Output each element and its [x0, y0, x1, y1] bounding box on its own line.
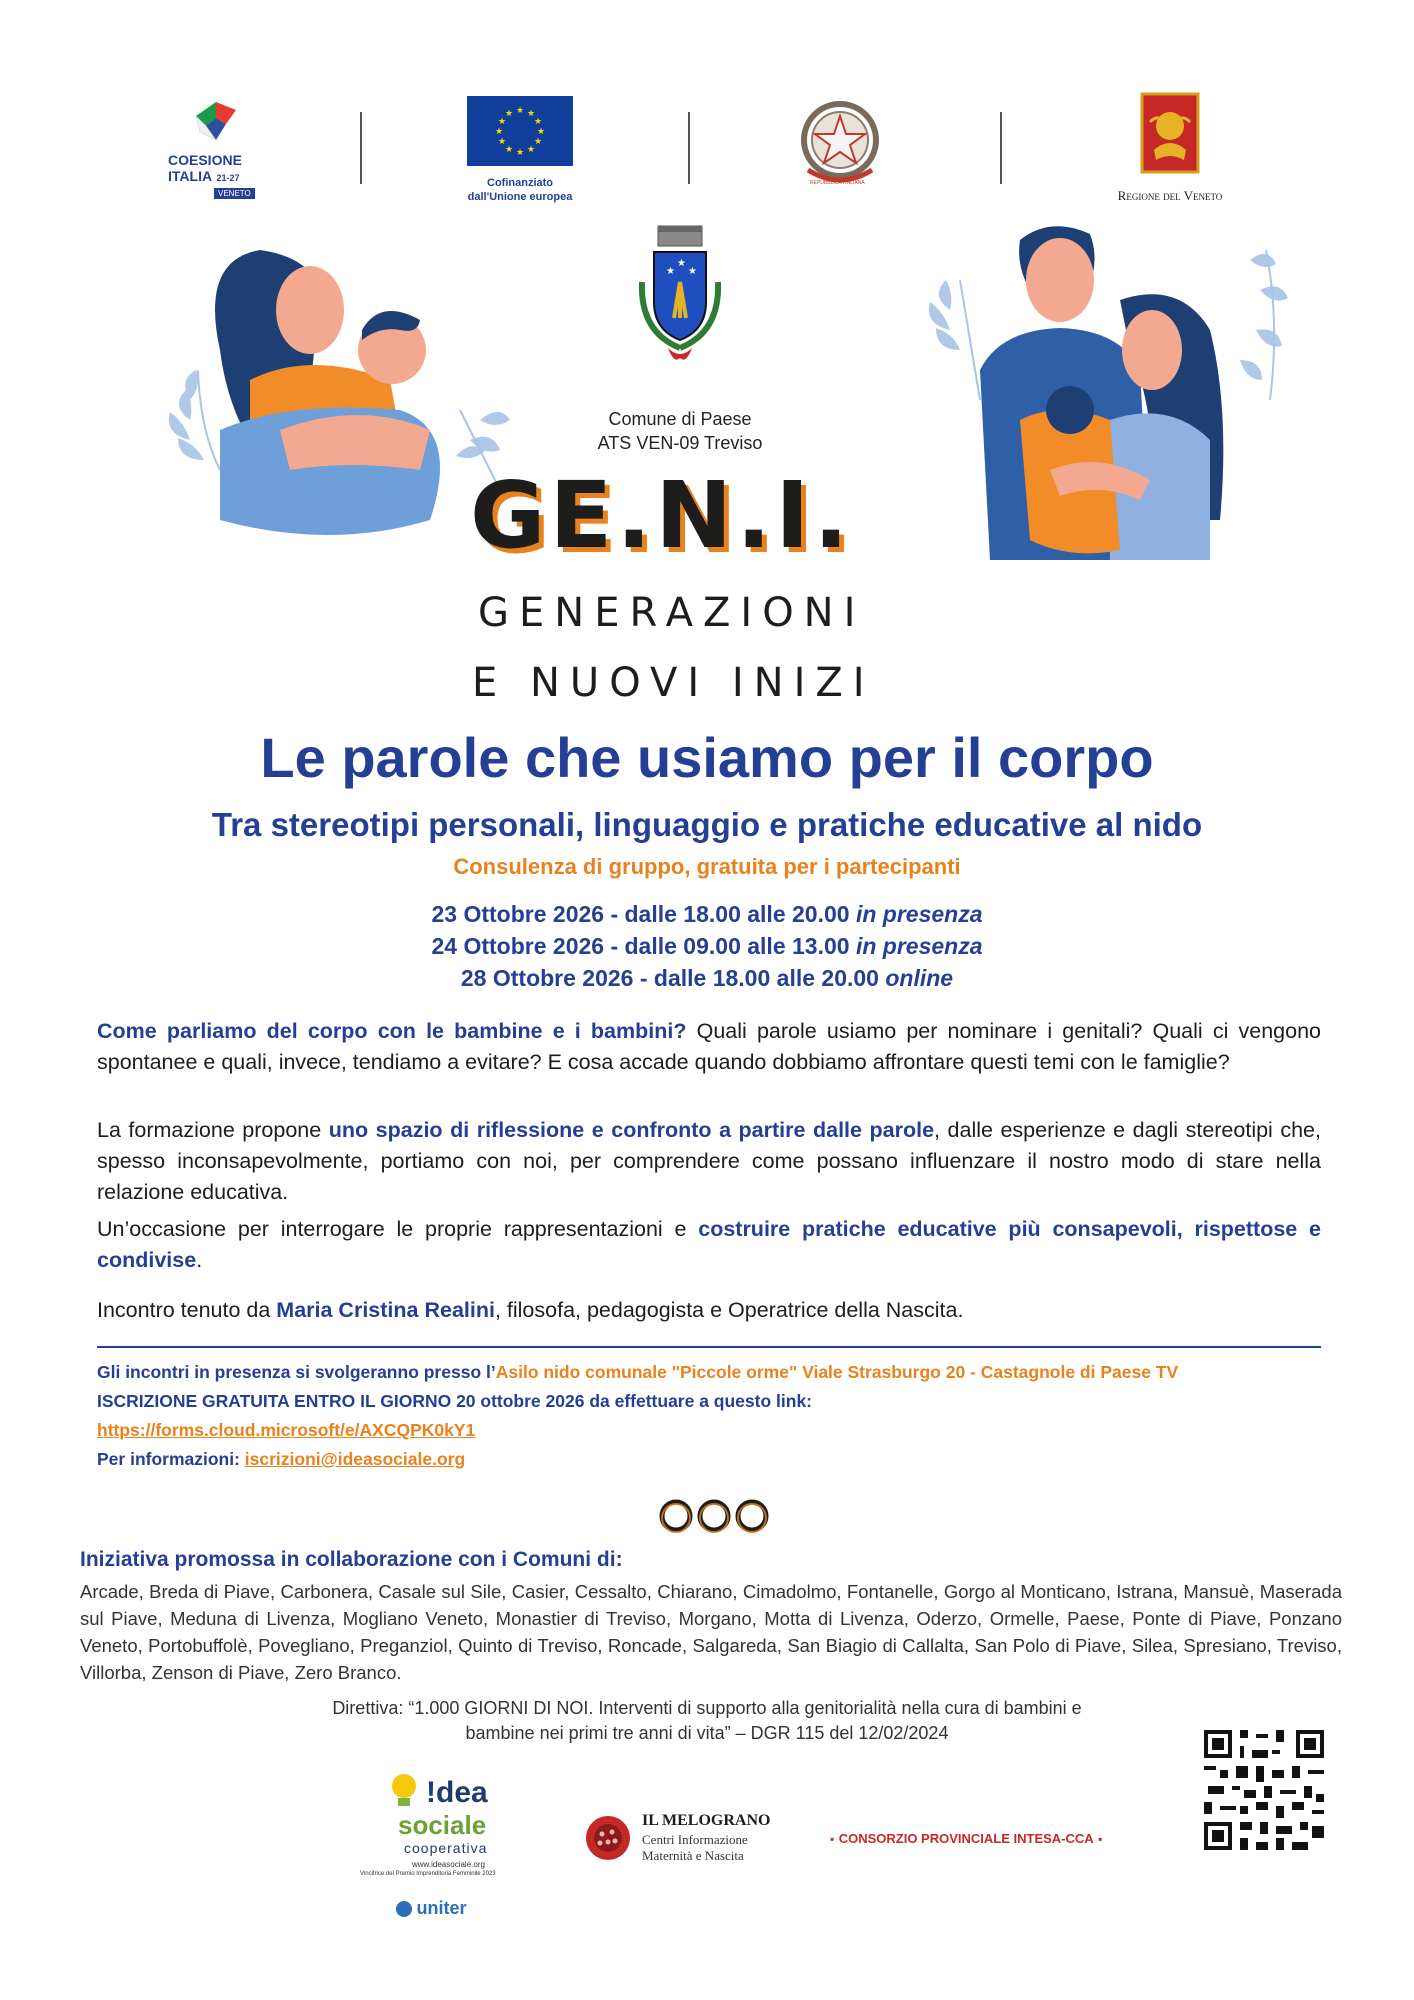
coesione-logo-icon [186, 96, 246, 148]
municipalities-list: Arcade, Breda di Piave, Carbonera, Casale sul Sile, Casier, Cessalto, Chiarano, Cimadolmo, Fontanelle, Gorgo al Monticano, Istrana, Mansuè, Maserada sul Piave, Meduna di Livenza, Mogliano Veneto, Monastier di Treviso, Morgano, Motta di Livenza, Oderzo, Ormelle, Paese, Ponte di Piave, Ponzano Veneto, Portobuffolè, Povegliano, Preganziol, Quinto di Treviso, Roncade, Salgareda, San Biagio di Callalta, San Polo di Piave, Silea, Spresiano, Treviso, Villorba, Zenson di Piave, Zero Branco. [80, 1581, 1342, 1683]
logo-divider [688, 112, 690, 184]
coesione-line2: ITALIA [168, 168, 213, 184]
svg-text:★: ★ [533, 117, 543, 127]
coesione-region: VENETO [214, 188, 255, 199]
logo-consorzio [830, 1830, 1102, 1848]
idea-award: Vincitrice del Premio Imprenditoria Femminile 2023 [360, 1871, 496, 1877]
logo-divider [360, 112, 362, 184]
section-divider [97, 1346, 1321, 1348]
svg-text:★: ★ [515, 106, 525, 116]
eu-flag-icon [467, 96, 573, 166]
svg-text:★: ★ [504, 109, 514, 119]
logo-divider [1000, 112, 1002, 184]
date-item: 23 Ottobre 2026 - dalle 18.00 alle 20.00 in presenza [431, 901, 983, 927]
idea-line2: sociale [398, 1810, 487, 1840]
svg-text:★: ★ [497, 117, 507, 127]
comune-ats: ATS VEN-09 Treviso [597, 433, 763, 453]
directive-line2: bambine nei primi tre anni di vita” – DGR 115 del 12/02/2024 [465, 1723, 949, 1743]
melograno-sub2: Maternità e Nascita [642, 1848, 744, 1863]
date-item: 28 Ottobre 2026 - dalle 18.00 alle 20.00 online [460, 965, 954, 991]
svg-text:★: ★ [494, 127, 504, 137]
consorzio-name: CONSORZIO PROVINCIALE INTESA-CCA [838, 1831, 1094, 1846]
logo-idea-sociale [350, 1770, 550, 1970]
circles-ornament-icon [656, 1496, 776, 1536]
coesione-years: 21-27 [216, 173, 240, 183]
project-line2: E NUOVI INIZI [472, 660, 875, 706]
dates-list [0, 898, 1414, 994]
logo-coesione [168, 96, 258, 206]
registration-info: ISCRIZIONE GRATUITA ENTRO IL GIORNO 20 ottobre 2026 da effettuare a questo link: [97, 1391, 813, 1411]
uniter-logo: uniter [396, 1898, 466, 1919]
svg-text:★: ★ [526, 145, 536, 155]
lightbulb-icon [386, 1770, 422, 1810]
body-paragraph-1: Come parliamo del corpo con le bambine e i bambini? Quali parole usiamo per nominare i genitali? Quali ci vengono spontanee e quali, invece, tendiamo a evitare? E cosa accade quando dobbiamo affrontare questi temi con le famiglie? [97, 1019, 1321, 1074]
comune-name: Comune di Paese [608, 409, 752, 429]
contact-email-link[interactable]: iscrizioni@ideasociale.org [244, 1449, 466, 1469]
collab-heading: Iniziativa promossa in collaborazione con i Comuni di: [80, 1548, 623, 1571]
logo-regione-veneto [1100, 92, 1240, 207]
logo-il-melograno [582, 1810, 812, 1870]
paese-coat-of-arms-icon [630, 222, 730, 392]
square-bullet-icon: ▪ [830, 1832, 835, 1846]
svg-text:★: ★ [688, 266, 697, 277]
logo-eu [450, 96, 590, 206]
repubblica-emblem-icon [790, 92, 890, 192]
directive-line1: Direttiva: “1.000 GIORNI DI NOI. Interventi di supporto alla genitorialità nella cura di bambini e [332, 1698, 1082, 1718]
svg-text:★: ★ [533, 137, 543, 147]
svg-text:★: ★ [666, 266, 675, 277]
idea-line1: !dea [426, 1776, 488, 1809]
eu-caption-line2: dall'Unione europea [467, 191, 573, 203]
pomegranate-icon [582, 1810, 634, 1862]
date-item: 24 Ottobre 2026 - dalle 09.00 alle 13.00 in presenza [431, 933, 983, 959]
svg-text:★: ★ [504, 145, 514, 155]
melograno-sub1: Centri Informazione [642, 1832, 748, 1847]
globe-icon [396, 1901, 412, 1917]
contact-info: Per informazioni: iscrizioni@ideasociale.org [97, 1449, 466, 1469]
venue-info: Gli incontri in presenza si svolgeranno presso l’Asilo nido comunale "Piccole orme" Viale Strasburgo 20 - Castagnole di Paese TV [97, 1362, 1179, 1382]
svg-text:★: ★ [526, 109, 536, 119]
svg-text:★: ★ [677, 258, 686, 269]
svg-text:★: ★ [497, 137, 507, 147]
page-title: Le parole che usiamo per il corpo [260, 726, 1154, 789]
body-paragraph-4: Incontro tenuto da Maria Cristina Realini, filosofa, pedagogista e Operatrice della Nascita. [97, 1298, 964, 1322]
body-paragraph-3: Un’occasione per interrogare le proprie rappresentazioni e costruire pratiche educative più consapevoli, rispettose e condivise. [97, 1217, 1321, 1272]
eu-caption-line1: Cofinanziato [487, 177, 553, 189]
melograno-name: IL MELOGRANO [642, 1812, 771, 1829]
square-bullet-icon: ▪ [1098, 1832, 1103, 1846]
idea-line3: cooperativa [404, 1840, 488, 1856]
venue-name: Asilo nido comunale "Piccole orme" Viale Strasburgo 20 - Castagnole di Paese TV [495, 1362, 1179, 1382]
project-line1: GENERAZIONI [478, 590, 866, 636]
logo-repubblica [790, 92, 890, 192]
page-subtitle: Tra stereotipi personali, linguaggio e pratiche educative al nido [211, 806, 1203, 843]
svg-text:★: ★ [536, 127, 546, 137]
repubblica-text: REPUBBLICA ITALIANA [810, 180, 865, 186]
veneto-lion-icon [1140, 92, 1200, 174]
project-acronym: GE.N.I. [470, 462, 853, 569]
registration-link[interactable]: https://forms.cloud.microsoft/e/AXCQPK0kY1 [97, 1420, 476, 1440]
idea-url: www.ideasociale.org [412, 1860, 485, 1869]
family-illustration [920, 220, 1320, 580]
body-paragraph-2: La formazione propone uno spazio di riflessione e confronto a partire dalle parole, dalle esperienze e dagli stereotipi che, spesso inconsapevolmente, portiamo con noi, per comprendere come possano influenzare il nostro modo di stare nella relazione educativa. [97, 1118, 1321, 1204]
coesione-line1: COESIONE [168, 152, 242, 168]
regione-caption: Regione del Veneto [1117, 188, 1223, 203]
qr-code-icon[interactable] [1200, 1726, 1328, 1854]
svg-text:★: ★ [515, 148, 525, 158]
tagline: Consulenza di gruppo, gratuita per i partecipanti [453, 854, 961, 879]
